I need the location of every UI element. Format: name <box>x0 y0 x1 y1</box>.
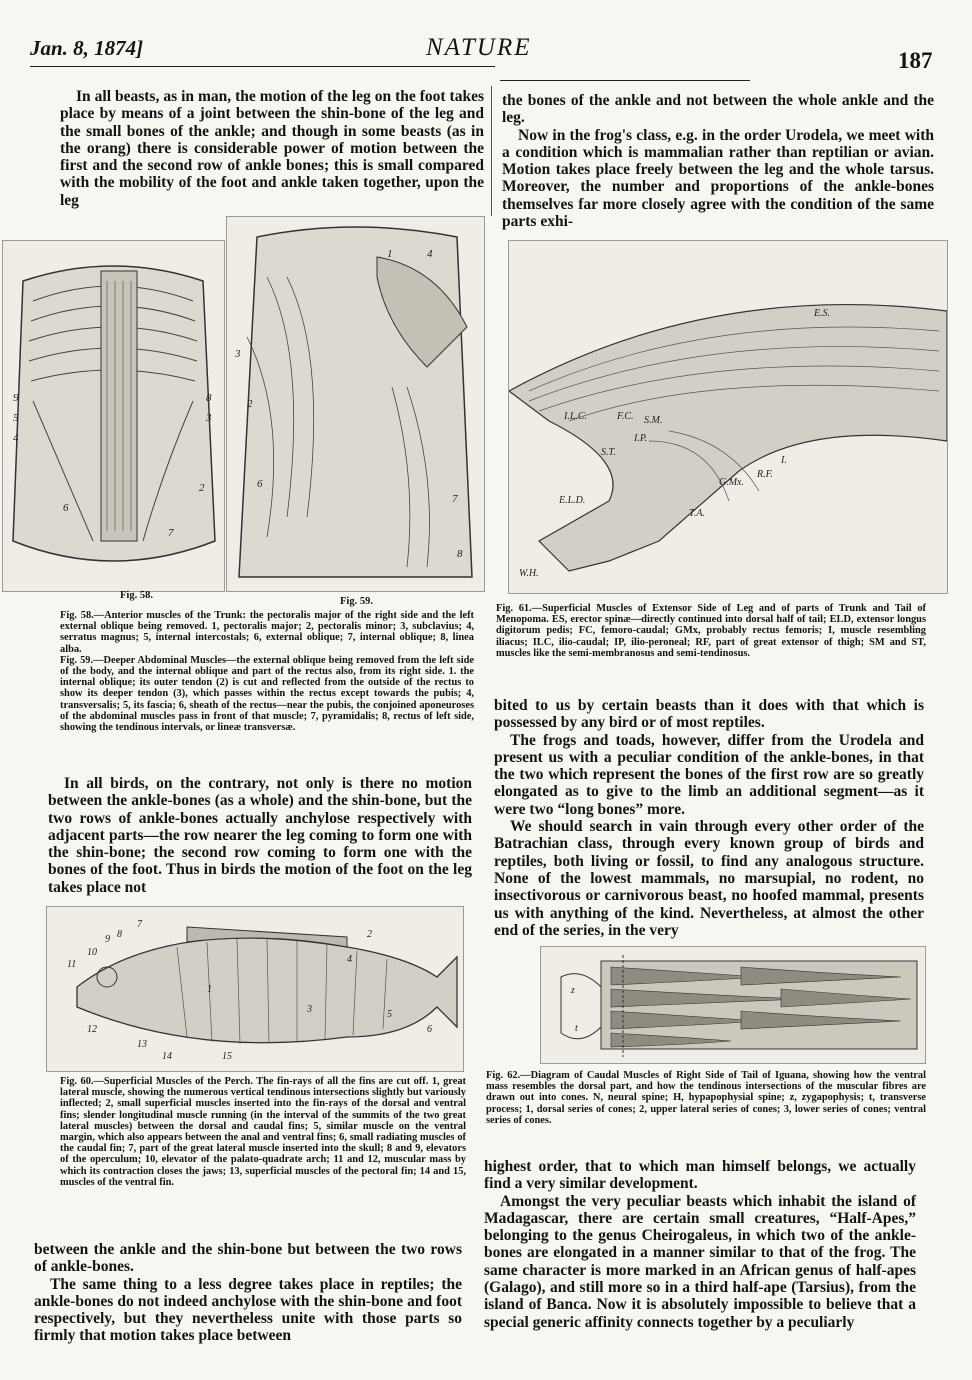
fig60-label-10: 6 <box>427 1024 432 1035</box>
fig61-label-st: S.T. <box>601 447 616 458</box>
fig61-label-gmx: G.Mx. <box>719 477 744 488</box>
fig61-label-eld: E.L.D. <box>559 495 586 506</box>
right-para-bottom: highest order, that to which man himself belongs, we actually find a very similar development. Amongst the very peculiar beasts which inhabit the island of Madagascar, there are certain small creatures, “Half-Apes,” belonging to the genus Cheirogaleus, in which two of the ankle-bones are elongated in a manner similar to that of the frog. The same character is more marked in an African genus of half-apes (Galago), and still more so in a third half-ape (Tarsius), from the island of Banca. Now it is absolutely impossible to believe that a special generic affinity connects together by a peculiarly <box>484 1158 916 1331</box>
fig58-label-2: 4 <box>13 432 19 444</box>
fig59-label-6: 8 <box>457 548 463 560</box>
fig61-label-i: I. <box>781 455 787 466</box>
fig60-label-8: 2 <box>367 929 372 940</box>
fig59-label-5: 7 <box>452 493 458 505</box>
fig58-label-6: 2 <box>199 482 205 494</box>
fig60-label-6: 1 <box>207 984 212 995</box>
fig61-label-ilc: I.L.C. <box>564 411 588 422</box>
journal-title: NATURE <box>426 34 532 61</box>
right-para-mid: bited to us by certain beasts than it does with that which is possessed by any bird or of most reptiles. The frogs and toads, however, differ from the Urodela and present us with a peculiar condition of the ankle-bones, in that the two which represent the bones of the first row are so greatly elongated as to give to the limb an additional segment—as it were two “long bones” more. We should search in vain through every other order of the Batrachian class, through every known group of birds and reptiles, both living or fossil, to find any analogous structure. None of the lowest mammals, no marsupial, no rodent, no insectivorous or carnivorous beast, no hoofed mammal, presents us with anything of the kind. Nevertheless, at almost the other end of the series, in the very <box>494 697 924 939</box>
figure-60-illustration <box>47 907 463 1071</box>
issue-date: Jan. 8, 1874] <box>30 36 144 60</box>
left-para-bottom: between the ankle and the shin-bone but between the two rows of ankle-bones. The same thing to a less degree takes place in reptiles; the ankle-bones do not indeed anchylose with the shin-bone and foot respectively, but they nevertheless unite with those parts so firmly that motion takes place between <box>34 1241 462 1345</box>
column-divider <box>491 86 492 216</box>
fig60-label-7: 3 <box>307 1004 312 1015</box>
fig58-label-3: 6 <box>63 502 69 514</box>
fig61-label-fc: F.C. <box>617 411 634 422</box>
fig59-label-2: 3 <box>235 348 241 360</box>
fig61-label-sm: S.M. <box>644 415 663 426</box>
figure-59-illustration <box>227 217 484 591</box>
fig59-label: Fig. 59. <box>340 596 373 607</box>
fig59-label-0: 1 <box>387 248 393 260</box>
figure-60-perch <box>46 906 464 1072</box>
figure-59-abdominal-muscles <box>226 216 485 592</box>
fig62-caption: Fig. 62.—Diagram of Caudal Muscles of Right Side of Tail of Iguana, showing how the ventral mass resembles the dorsal part, and how the tendinous intersections of the muscular fibres are drawn out into cones. N, neural spine; H, hypapophysial spine; z, zygapophysis; t, transverse process; 1, dorsal series of cones; 2, upper lateral series of cones; 3, lower series of cones; ventral series of cones. <box>486 1070 926 1126</box>
fig60-label-0: 9 <box>105 934 110 945</box>
fig58-label-1: 5 <box>13 412 19 424</box>
fig60-label-5: 4 <box>347 954 352 965</box>
fig60-label-12: 13 <box>137 1039 147 1050</box>
fig59-label-4: 6 <box>257 478 263 490</box>
fig59-label-3: 2 <box>247 398 253 410</box>
fig60-label-3: 10 <box>87 947 97 958</box>
figure-61-illustration <box>509 241 947 593</box>
fig58-label-5: 3 <box>206 412 212 424</box>
fig60-label-2: 7 <box>137 919 142 930</box>
fig60-label-4: 11 <box>67 959 77 970</box>
fig60-label-14: 15 <box>222 1051 232 1062</box>
figure-61-menopoma-leg <box>508 240 948 594</box>
left-para-top: In all beasts, as in man, the motion of the leg on the foot takes place by means of a joint between the shin-bone of the leg and the small bones of the ankle; and though in some beasts (as in the orang) there is considerable power of motion between the first and the second row of ankle bones; this is small compared with the mobility of the foot and ankle taken together, upon the leg <box>60 88 484 209</box>
header-rule-right <box>500 80 750 81</box>
fig60-label-9: 5 <box>387 1009 392 1020</box>
fig60-label-13: 14 <box>162 1051 172 1062</box>
fig58-59-caption: Fig. 58.—Anterior muscles of the Trunk: the pectoralis major of the right side and the left external oblique being removed. 1, pectoralis major; 2, pectoralis minor; 3, subclavius; 4, serratus magnus; 5, internal intercostals; 6, external oblique; 7, internal oblique; 8, linea alba. Fig. 59.—Deeper Abdominal Muscles—the external oblique being removed from the left side of the body, and the internal oblique and part of the rectus also, from its right side. 1. the internal oblique; its outer tendon (2) is cut and reflected from the outside of the rectus to show its deeper tendon (3), which passes within the rectus except towards the pubis; 4, transversalis; 5, its fascia; 6, sheath of the rectus—near the pubis, the conjoined aponeuroses of the abdominal muscles pass in front of that muscle; 7, pyramidalis; 8, rectus of left side, showing the tendinous intervals, or lineæ transversæ. <box>60 610 474 734</box>
fig59-label-1: 4 <box>427 248 433 260</box>
fig62-label-z: z <box>571 985 575 996</box>
left-para-birds: In all birds, on the contrary, not only is there no motion between the ankle-bones (as a whole) and the shin-bone, but the two rows of ankle-bones actually anchylose respectively with adjacent parts—the row nearer the leg coming to form one with the shin-bone; the second row coming to form one with the bones of the foot. Thus in birds the motion of the foot on the leg takes place not <box>48 775 472 896</box>
fig58-label-4: 8 <box>206 392 212 404</box>
header-rule-left <box>30 66 495 67</box>
fig61-label-ta: T.A. <box>689 508 705 519</box>
fig60-label-11: 12 <box>87 1024 97 1035</box>
fig58-label-7: 7 <box>168 527 174 539</box>
fig58-label-0: 9 <box>13 392 19 404</box>
figure-62-illustration <box>541 947 925 1063</box>
fig58-label: Fig. 58. <box>120 590 153 601</box>
fig61-label-ip: I.P. <box>634 433 648 444</box>
page-number: 187 <box>898 48 933 73</box>
fig61-label-es: E.S. <box>814 308 831 319</box>
fig60-label-1: 8 <box>117 929 122 940</box>
figure-58-illustration <box>3 241 224 591</box>
fig61-caption: Fig. 61.—Superficial Muscles of Extensor Side of Leg and of parts of Trunk and Tail of Menopoma. ES, erector spinæ—directly continued into dorsal half of tail; ELD, extensor longus digitorum pedis; FC, femoro-caudal; GMx, probably rectus femoris; I, muscle resembling iliacus; ILC, ilio-caudal; IP, ilio-peroneal; RF, part of great extensor of thigh; SM and ST, muscles like the semi-membranosus and semi-tendinosus. <box>496 603 926 659</box>
fig60-caption: Fig. 60.—Superficial Muscles of the Perch. The fin-rays of all the fins are cut off. 1, great lateral muscle, showing the numerous vertical tendinous intersections slightly but variously inflected; 2, small superficial muscles inserted into the fin-rays of the dorsal and ventral fins; slender longitudinal muscle running (in the interval of the summits of the two great lateral muscles) between the dorsal and caudal fins; 5, similar muscle on the ventral margin, which also appears between the anal and ventral fins; 6, small radiating muscles of the caudal fin; 7, part of the great lateral muscle inserted into the skull; 8 and 9, elevators of the operculum; 10, elevator of the palato-quadrate arch; 11 and 12, muscular mass by which its contraction closes the jaws; 13, superficial muscles of the pectoral fin; 14 and 15, muscles of the ventral fin. <box>60 1076 466 1188</box>
figure-58-trunk-muscles <box>2 240 225 592</box>
figure-62-iguana-tail <box>540 946 926 1064</box>
fig61-label-rf: R.F. <box>757 469 773 480</box>
fig61-label-wh: W.H. <box>519 568 539 579</box>
right-para-top: the bones of the ankle and not between the whole ankle and the leg. Now in the frog's class, e.g. in the order Urodela, we meet with a condition which is mammalian rather than reptilian or avian. Motion takes place freely between the leg and the whole tarsus. Moreover, the number and proportions of the ankle-bones themselves far more closely agree with the condition of the same parts exhi- <box>502 92 934 231</box>
fig62-label-t: t <box>575 1023 578 1034</box>
